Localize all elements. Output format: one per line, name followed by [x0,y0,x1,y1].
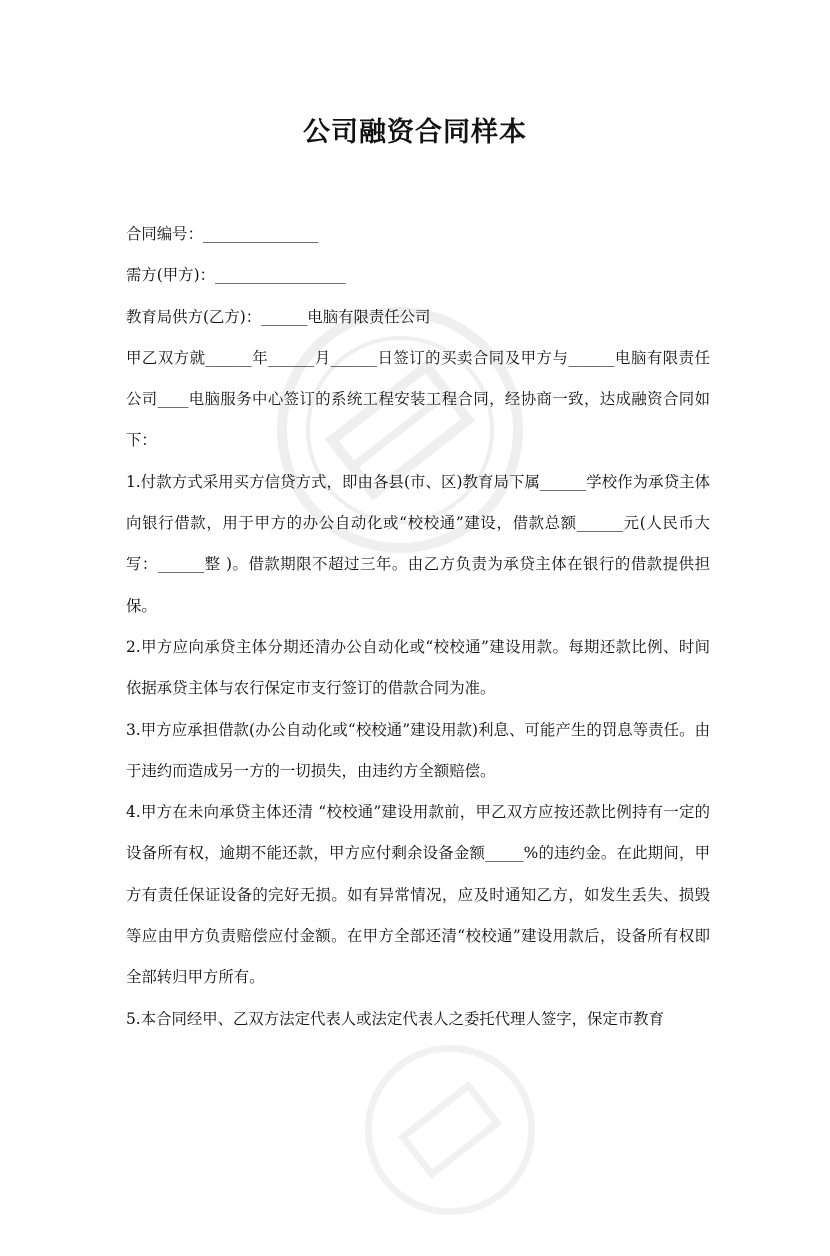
clause-5: 5.本合同经甲、乙双方法定代表人或法定代表人之委托代理人签字，保定市教育 [126,1009,664,1028]
clause-4: 4.甲方在未向承贷主体还清 “校校通”建设用款前，甲乙双方应按还款比例持有一定的设备所有权，逾期不能还款，甲方应付剩余设备金额_____%的违约金。在此期间，甲方有责任保证设备的完好无损。如有异常情况，应及时通知乙方，如发生丢失、损毁等应由甲方负责赔偿应付金额。在甲方全部还清“校校通”建设用款后，设备所有权即全部转归甲方所有。 [126,803,710,987]
document-title: 公司融资合同样本 [303,117,527,148]
document-body [126,214,710,1040]
clause-2: 2.甲方应向承贷主体分期还清办公自动化或“校校通”建设用款。每期还款比例、时间依据承贷主体与农行保定市支行签订的借款合同为准。 [126,637,710,698]
contract-number-field: 合同编号：_______________ [126,225,319,243]
clause-1: 1.付款方式采用买方信贷方式，即由各县(市、区)教育局下属______学校作为承贷主体向银行借款，用于甲方的办公自动化或“校校通”建设，借款总额______元(人民币大写：______整 )。借款期限不超过三年。由乙方负责为承贷主体在银行的借款提供担保。 [126,472,710,615]
party-b-field: 教育局供方(乙方)：______电脑有限责任公司 [126,307,431,326]
party-a-field: 需方(甲方)：_________________ [126,266,346,285]
preamble-paragraph: 甲乙双方就______年______月______日签订的买卖合同及甲方与______电脑有限责任公司____电脑服务中心签订的系统工程安装工程合同，经协商一致，达成融资合同如下： [126,348,710,450]
watermark-seal-icon [324,1004,577,1256]
clause-3: 3.甲方应承担借款(办公自动化或“校校通”建设用款)利息、可能产生的罚息等责任。由于违约而造成另一方的一切损失，由违约方全额赔偿。 [126,720,710,780]
